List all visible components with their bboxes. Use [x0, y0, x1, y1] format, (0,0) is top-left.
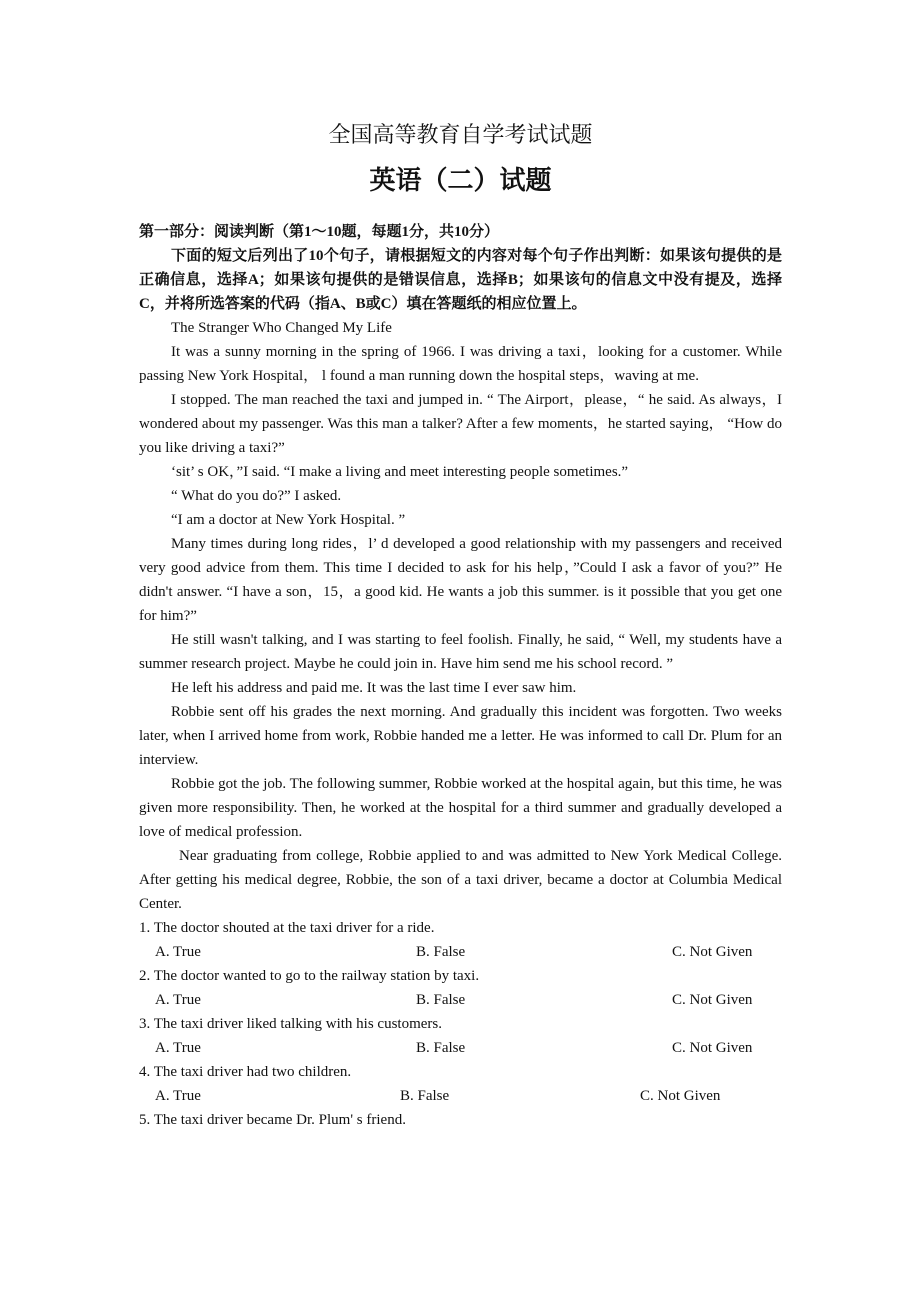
- answer-options: [139, 1036, 782, 1060]
- answer-options: [139, 988, 782, 1012]
- question-text: 1. The doctor shouted at the taxi driver for a ride.: [139, 920, 435, 936]
- section-instructions: 下面的短文后列出了10个句子，请根据短文的内容对每个句子作出判断：如果该句提供的是正确信息，选择A；如果该句提供的是错误信息，选择B；如果该句的信息文中没有提及，选择C，并将所选答案的代码（指A、B或C）填在答题纸的相应位置上。: [139, 248, 782, 312]
- passage-paragraph: He left his address and paid me. It was the last time I ever saw him.: [171, 680, 577, 696]
- question-3: [139, 1012, 782, 1060]
- exam-page: [139, 120, 782, 1132]
- passage-paragraph: ‘sit’ s OK，”I said. “I make a living and meet interesting people sometimes.”: [171, 464, 629, 480]
- answer-options: [139, 940, 782, 964]
- option-b[interactable]: B. False: [416, 992, 466, 1008]
- answer-options: [139, 1084, 782, 1108]
- passage-title: The Stranger Who Changed My Life: [171, 320, 392, 336]
- passage-paragraph: Robbie got the job. The following summer, Robbie worked at the hospital again, but this time, he was given more responsibility. Then, he worked at the hospital for a third summer and gradually developed a love of medical profession.: [139, 776, 782, 840]
- option-a[interactable]: A. True: [155, 992, 201, 1008]
- question-1: [139, 916, 782, 964]
- question-text: 4. The taxi driver had two children.: [139, 1064, 352, 1080]
- question-5: [139, 1108, 782, 1132]
- option-a[interactable]: A. True: [155, 1088, 201, 1104]
- option-b[interactable]: B. False: [400, 1088, 450, 1104]
- option-c[interactable]: C. Not Given: [640, 1088, 721, 1104]
- section-heading: 第一部分：阅读判断（第1～10题，每题1分，共10分）: [139, 224, 500, 240]
- question-text: 2. The doctor wanted to go to the railway station by taxi.: [139, 968, 480, 984]
- passage-paragraph: “ What do you do?” I asked.: [171, 488, 342, 504]
- question-4: [139, 1060, 782, 1108]
- passage-paragraph: Many times during long rides，l’ d developed a good relationship with my passengers and received very good advice from them. This time I decided to ask for his help，”Could I ask a favor of you?” He didn't answer. “I have a son，15，a good kid. He wants a job this summer. is it possible that you get one for him?”: [139, 536, 782, 624]
- question-text: 3. The taxi driver liked talking with his customers.: [139, 1016, 443, 1032]
- passage-paragraph: He still wasn't talking, and I was starting to feel foolish. Finally, he said, “ Well, my students have a summer research project. Maybe he could join in. Have him send me his school record. ”: [139, 632, 782, 672]
- option-b[interactable]: B. False: [416, 1040, 466, 1056]
- passage-paragraph: I stopped. The man reached the taxi and jumped in. “ The Airport，please，“ he said. As always，I wondered about my passenger. Was this man a talker? After a few moments，he started saying， “How do you like driving a taxi?”: [139, 392, 782, 456]
- passage-paragraph: It was a sunny morning in the spring of 1966. I was driving a taxi，looking for a customer. While passing New York Hospital， l found a man running down the hospital steps，waving at me.: [139, 344, 782, 384]
- exam-title: 全国高等教育自学考试试题: [328, 122, 593, 147]
- exam-subtitle: 英语（二）试题: [369, 166, 552, 195]
- option-a[interactable]: A. True: [155, 944, 201, 960]
- passage-paragraph: Near graduating from college, Robbie applied to and was admitted to New York Medical College. After getting his medical degree, Robbie, the son of a taxi driver, became a doctor at Columbia Medical Center.: [139, 848, 782, 912]
- passage-paragraph: Robbie sent off his grades the next morning. And gradually this incident was forgotten. Two weeks later, when I arrived home from work, Robbie handed me a letter. He was informed to call Dr. Plum for an interview.: [139, 704, 782, 768]
- passage-paragraph: “I am a doctor at New York Hospital. ”: [171, 512, 406, 528]
- question-2: [139, 964, 782, 1012]
- question-text: 5. The taxi driver became Dr. Plum' s friend.: [139, 1112, 406, 1128]
- option-c[interactable]: C. Not Given: [672, 944, 753, 960]
- option-c[interactable]: C. Not Given: [672, 992, 753, 1008]
- option-a[interactable]: A. True: [155, 1040, 201, 1056]
- option-b[interactable]: B. False: [416, 944, 466, 960]
- option-c[interactable]: C. Not Given: [672, 1040, 753, 1056]
